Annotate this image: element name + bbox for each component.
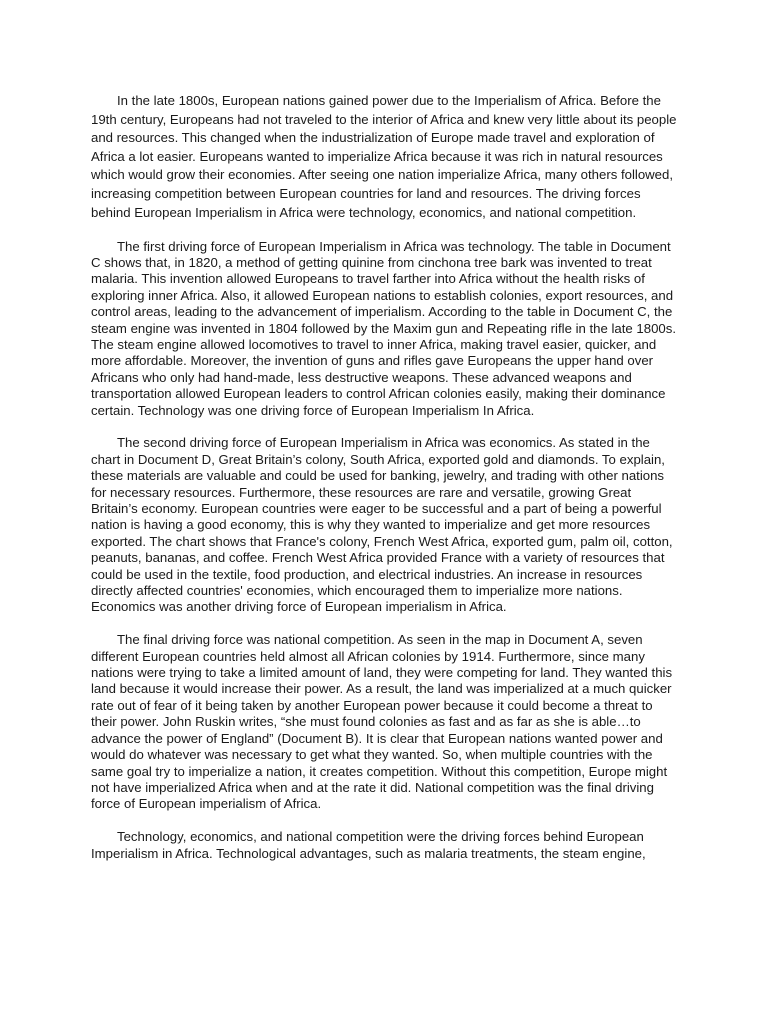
paragraph-conclusion: Technology, economics, and national competition were the driving forces behind European Imperialism in Africa. Technological advantages, such as malaria treatments, the steam engine, (91, 829, 646, 861)
paragraph-national-competition: The final driving force was national competition. As seen in the map in Document A, seven different European countries held almost all African colonies by 1914. Furthermore, since many nations were trying to take a limited amount of land, they were competing for land. They wanted this land because it would increase their power. As a result, the land was imperialized at a much quicker rate out of fear of it being taken by another European power because it could become a threat to their power. John Ruskin writes, “she must found colonies as fast and as far as she is able…to advance the power of England” (Document B). It is clear that European nations wanted power and would do whatever was necessary to get what they wanted. So, when multiple countries with the same goal try to imperialize a nation, it creates competition. Without this competition, Europe might not have imperialized Africa when and at the rate it did. National competition was the final driving force of European imperialism of Africa. (91, 632, 673, 812)
paragraph-technology: The first driving force of European Imperialism in Africa was technology. The table in Document C shows that, in 1820, a method of getting quinine from cinchona tree bark was invented to treat malaria. This invention allowed Europeans to travel farther into Africa without the health risks of exploring inner Africa. Also, it allowed European nations to establish colonies, export resources, and control areas, leading to the advancement of imperialism. According to the table in Document C, the steam engine was invented in 1804 followed by the Maxim gun and Repeating rifle in the late 1800s. The steam engine allowed locomotives to travel to inner Africa, making travel easier, quicker, and more affordable. Moreover, the invention of guns and rifles gave Europeans the upper hand over Africans who only had hand-made, less destructive weapons. These advanced weapons and transportation allowed European leaders to control African colonies easily, making their dominance certain. Technology was one driving force of European Imperialism In Africa. (91, 238, 677, 418)
essay-body (91, 92, 681, 878)
paragraph-introduction: In the late 1800s, European nations gained power due to the Imperialism of Africa. Before the 19th century, Europeans had not traveled to the interior of Africa and knew very little about its people and resources. This changed when the industrialization of Europe made travel and exploration of Africa a lot easier. Europeans wanted to imperialize Africa because it was rich in natural resources which would grow their economies. After seeing one nation imperialize Africa, many others followed, increasing competition between European countries for land and resources. The driving forces behind European Imperialism in Africa were technology, economics, and national competition. (91, 93, 677, 220)
paragraph-economics: The second driving force of European Imperialism in Africa was economics. As stated in the chart in Document D, Great Britain’s colony, South Africa, exported gold and diamonds. To explain, these materials are valuable and could be used for banking, jewelry, and trading with other nations for necessary resources. Furthermore, these resources are rare and versatile, growing Great Britain’s economy. European countries were eager to be successful and a part of being a powerful nation is having a good economy, this is why they wanted to imperialize and get more resources exported. The chart shows that France's colony, French West Africa, exported gum, palm oil, cotton, peanuts, bananas, and coffee. French West Africa provided France with a variety of resources that could be used in the textile, food production, and electrical industries. An increase in resources directly affected countries' economies, which encouraged them to imperialize more nations. Economics was another driving force of European imperialism in Africa. (91, 435, 673, 615)
